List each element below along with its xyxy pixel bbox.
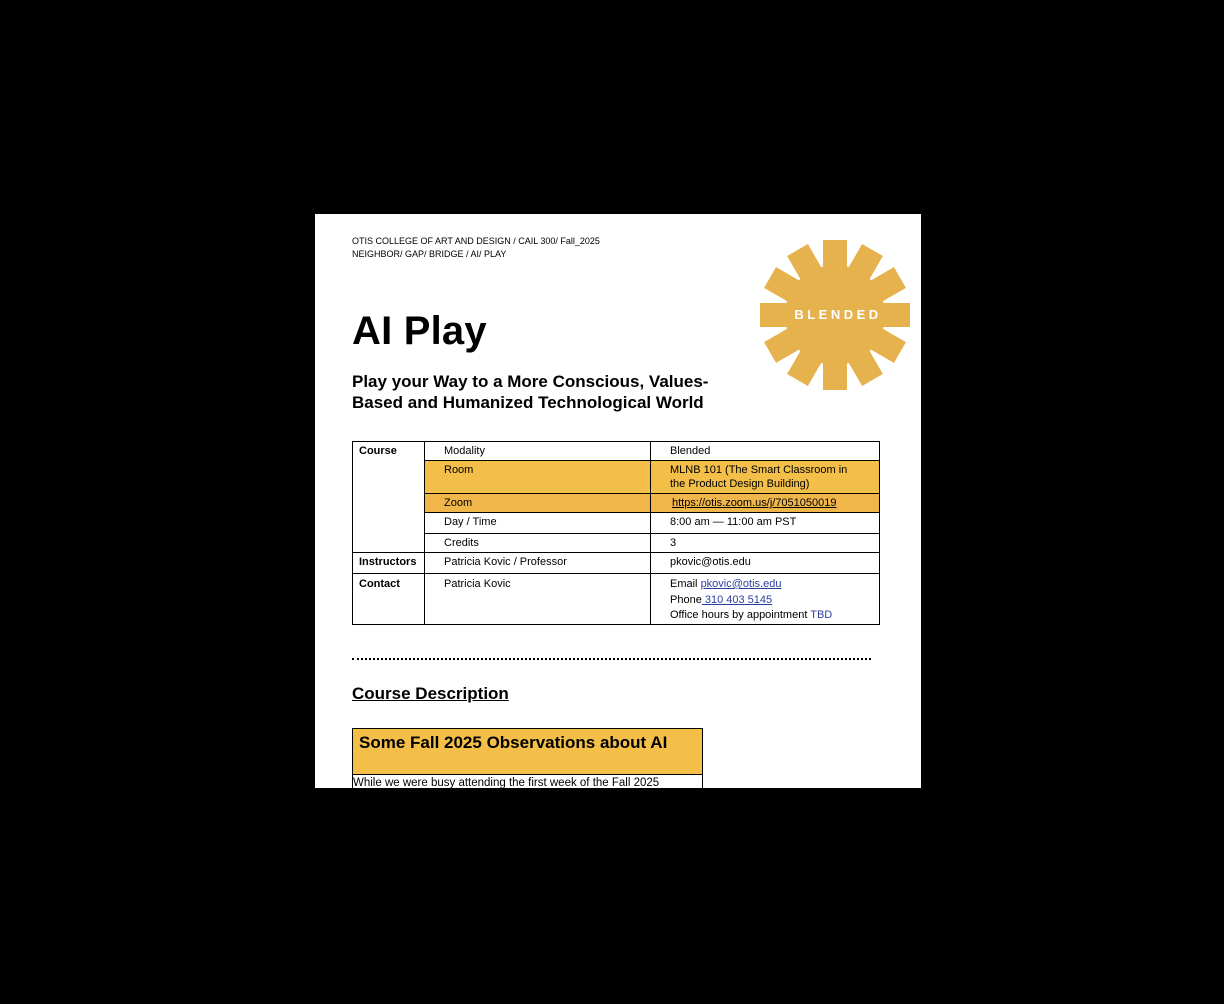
zoom-link[interactable]: https://otis.zoom.us/j/7051050019 — [672, 497, 837, 509]
instructor-name: Patricia Kovic / Professor — [425, 553, 651, 574]
header-institution: OTIS COLLEGE OF ART AND DESIGN / CAIL 300/ Fall_2025 — [352, 236, 600, 246]
contact-name: Patricia Kovic — [425, 574, 651, 625]
table-row — [353, 553, 880, 574]
table-row — [353, 513, 880, 534]
badge-label: BLENDED — [794, 307, 882, 322]
table-row — [353, 442, 880, 461]
blended-badge — [760, 240, 910, 390]
office-hours-label: Office hours by appointment — [670, 609, 811, 621]
credits-value: 3 — [651, 534, 880, 553]
table-row — [353, 574, 880, 625]
document-page — [315, 214, 921, 788]
table-row — [353, 534, 880, 553]
daytime-key: Day / Time — [425, 513, 651, 534]
course-description-heading: Course Description — [352, 684, 509, 703]
instructors-label: Instructors — [353, 553, 425, 574]
room-value: MLNB 101 (The Smart Classroom in the Product Design Building) — [651, 461, 880, 494]
credits-key: Credits — [425, 534, 651, 553]
email-label: Email — [670, 578, 701, 590]
modality-key: Modality — [425, 442, 651, 461]
subtitle-line-1: Play your Way to a More Conscious, Values- — [352, 372, 709, 391]
contact-details — [651, 574, 880, 625]
room-key: Room — [425, 461, 651, 494]
page-title: AI Play — [352, 309, 487, 353]
observations-box — [352, 728, 703, 788]
daytime-value: 8:00 am — 11:00 am PST — [651, 513, 880, 534]
contact-phone-link[interactable]: 310 403 5145 — [701, 593, 773, 606]
header-tags: NEIGHBOR/ GAP/ BRIDGE / AI/ PLAY — [352, 249, 507, 259]
page-subtitle — [352, 371, 752, 413]
modality-value: Blended — [651, 442, 880, 461]
contact-label: Contact — [353, 574, 425, 625]
table-row — [353, 494, 880, 513]
course-label: Course — [353, 442, 425, 553]
zoom-key: Zoom — [425, 494, 651, 513]
contact-email-link[interactable]: pkovic@otis.edu — [700, 578, 782, 590]
phone-label: Phone — [670, 593, 702, 606]
table-row — [353, 461, 880, 494]
sunburst-icon — [760, 240, 910, 390]
observations-heading: Some Fall 2025 Observations about AI — [353, 729, 702, 775]
zoom-value — [651, 494, 880, 513]
dotted-divider — [352, 658, 871, 660]
instructor-email: pkovic@otis.edu — [651, 553, 880, 574]
subtitle-line-2: Based and Humanized Technological World — [352, 393, 704, 412]
office-hours-value: TBD — [810, 609, 833, 621]
observations-text: While we were busy attending the first week of the Fall 2025 — [353, 777, 660, 788]
course-info-table — [352, 441, 880, 625]
